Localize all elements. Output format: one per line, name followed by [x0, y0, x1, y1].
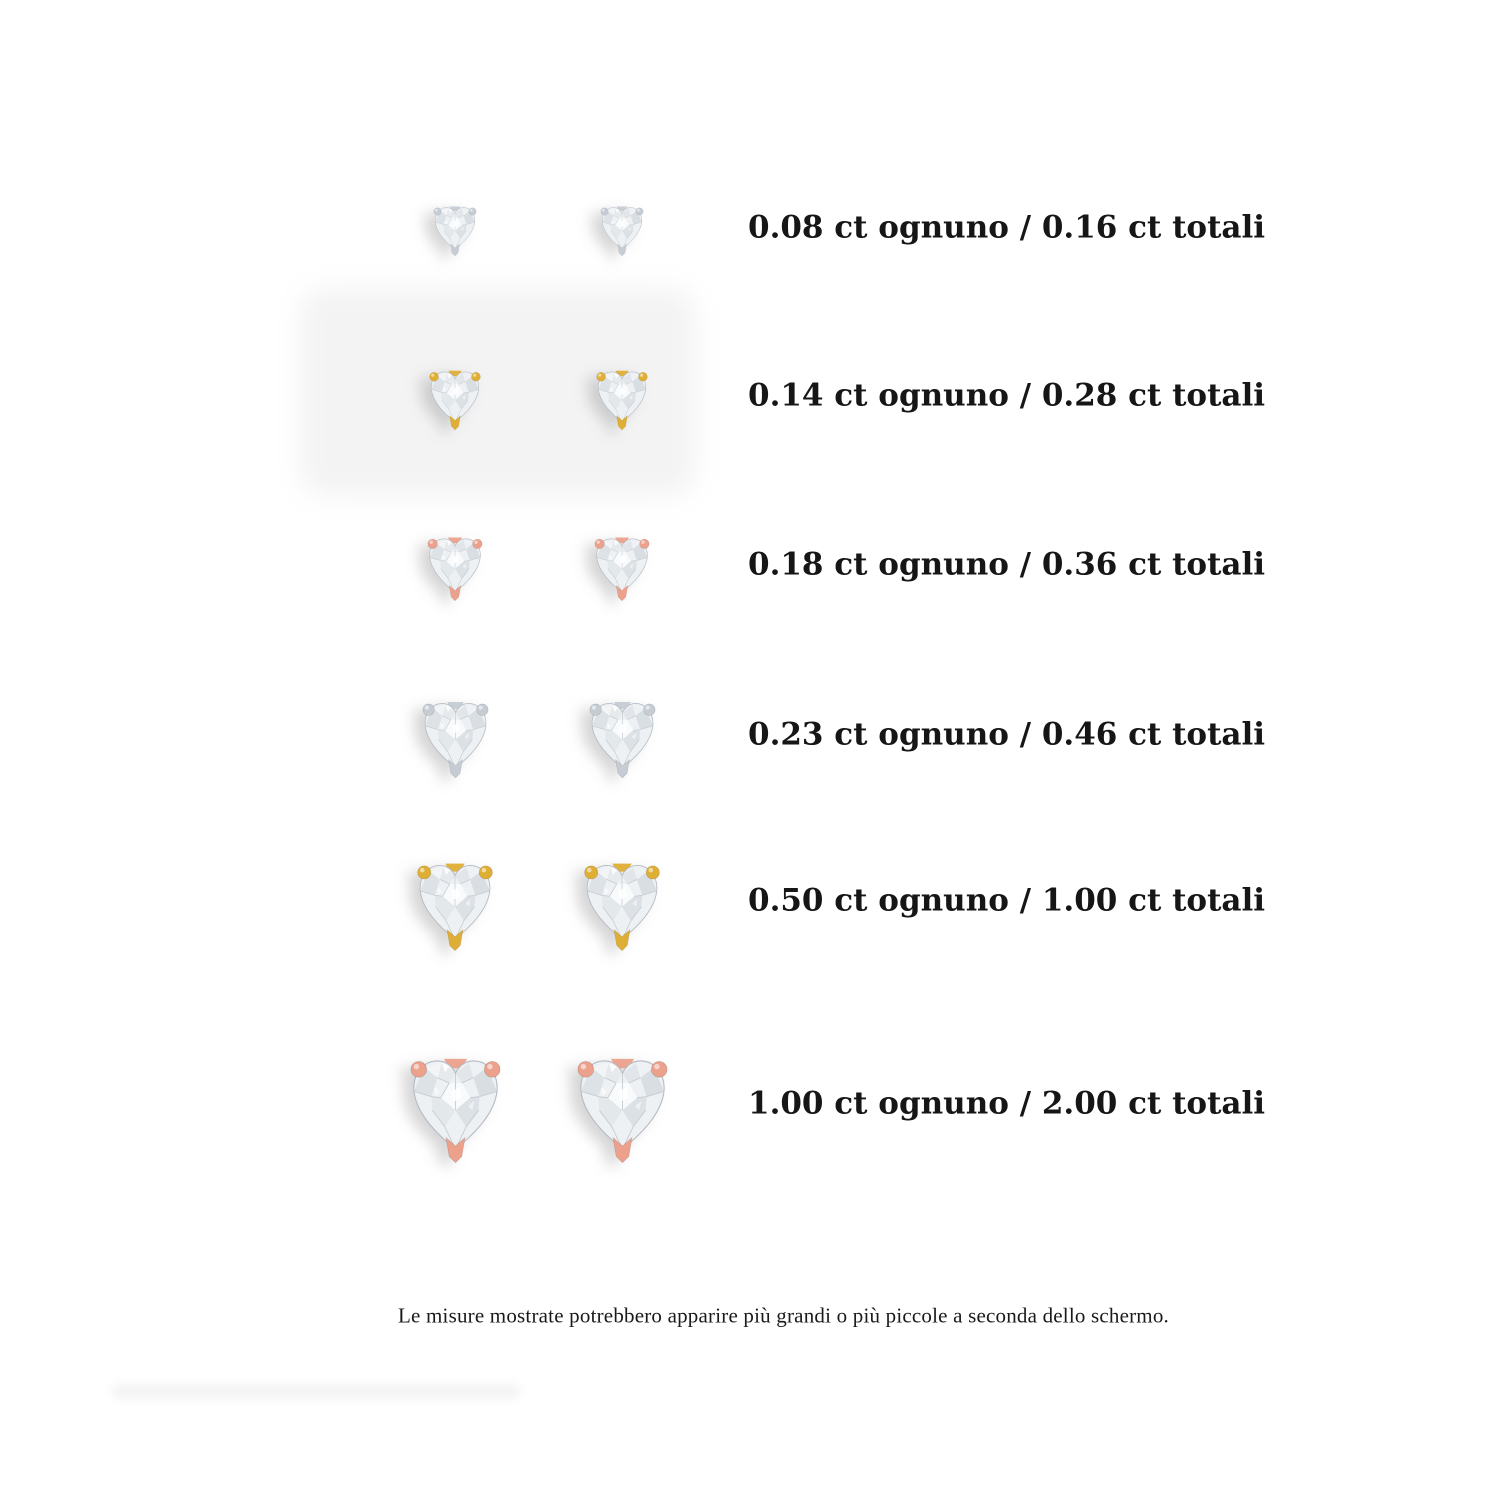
heart-diamond-stud-icon: [430, 200, 480, 256]
earring-right-photo: [570, 1045, 675, 1163]
earring-right-photo: [592, 363, 652, 430]
heart-diamond-stud-icon: [411, 852, 499, 951]
earring-right-photo: [584, 692, 661, 778]
heart-diamond-stud-icon: [423, 529, 487, 601]
carat-label: 0.50 ct ognuno / 1.00 ct totali: [748, 882, 1266, 919]
heart-diamond-stud-icon: [590, 529, 654, 601]
earring-left-photo: [423, 529, 487, 601]
heart-diamond-stud-icon: [578, 852, 666, 951]
earring-left-photo: [430, 200, 480, 256]
heart-diamond-stud-icon: [597, 200, 647, 256]
earring-left-photo: [425, 363, 485, 430]
earring-right-photo: [590, 529, 654, 601]
carat-label: 0.23 ct ognuno / 0.46 ct totali: [748, 716, 1266, 753]
earring-left-photo: [411, 852, 499, 951]
earring-right-photo: [578, 852, 666, 951]
carat-label: 0.08 ct ognuno / 0.16 ct totali: [748, 209, 1266, 246]
heart-diamond-stud-icon: [417, 692, 494, 778]
earring-right-photo: [597, 200, 647, 256]
screen-size-disclaimer: Le misure mostrate potrebbero apparire più grandi o più piccole a seconda dello schermo.: [398, 1303, 1169, 1328]
carat-label: 0.18 ct ognuno / 0.36 ct totali: [748, 546, 1266, 583]
photo-smudge-artifact: [112, 1385, 520, 1398]
heart-diamond-stud-icon: [570, 1045, 675, 1163]
carat-label: 1.00 ct ognuno / 2.00 ct totali: [748, 1085, 1266, 1122]
heart-diamond-stud-icon: [592, 363, 652, 430]
earring-left-photo: [403, 1045, 508, 1163]
heart-diamond-stud-icon: [584, 692, 661, 778]
earring-left-photo: [417, 692, 494, 778]
carat-label: 0.14 ct ognuno / 0.28 ct totali: [748, 377, 1266, 414]
heart-diamond-stud-icon: [425, 363, 485, 430]
heart-diamond-stud-icon: [403, 1045, 508, 1163]
